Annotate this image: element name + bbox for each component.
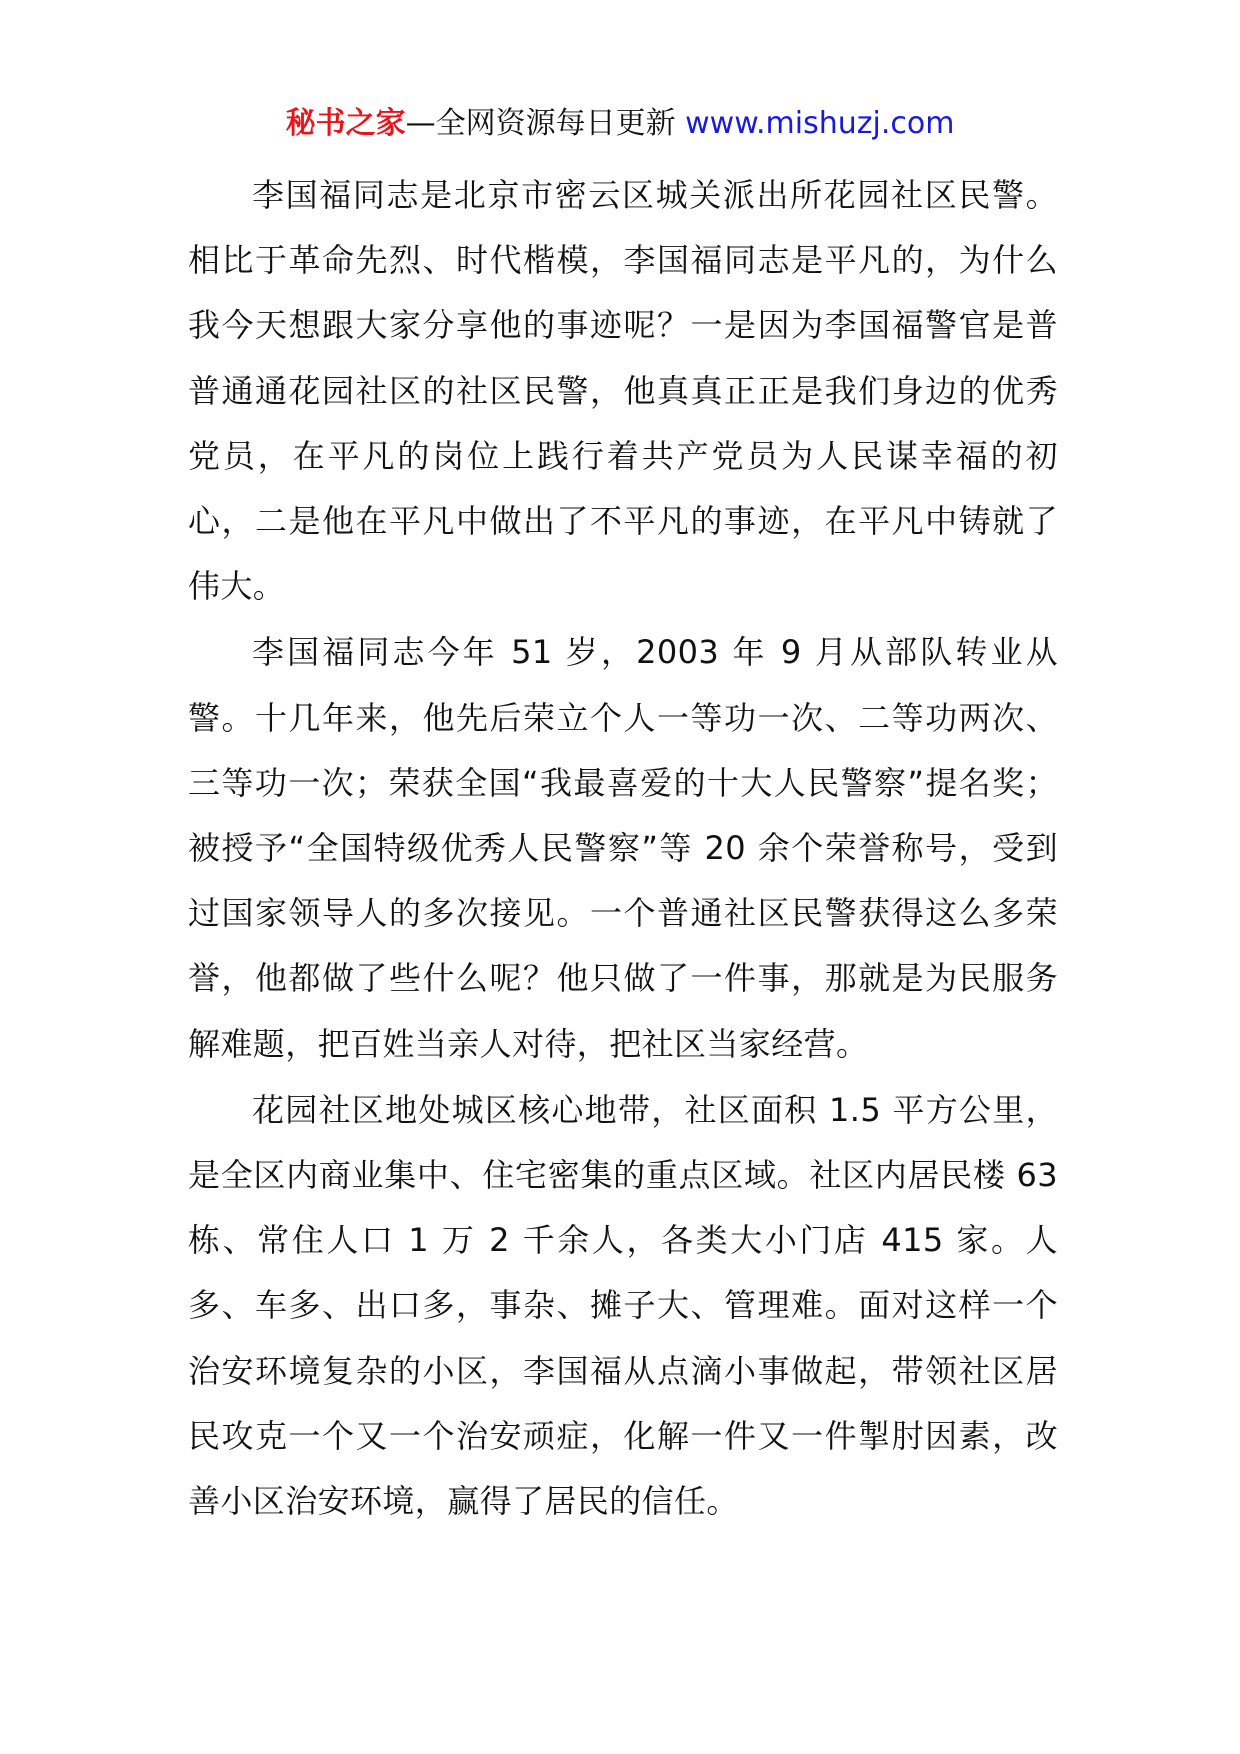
header-banner bbox=[0, 102, 1240, 146]
brand-name: 秘书之家 bbox=[285, 106, 406, 141]
paragraph-3: 花园社区地处城区核心地带，社区面积 1.5 平方公里，是全区内商业集中、住宅密集的重点区域。社区内居民楼 63 栋、常住人口 1 万 2 千余人，各类大小门店 415 家。人多、车多、出口多，事杂、摊子大、管理难。面对这样一个治安环境复杂的小区，李国福从点滴小事做起，带领社区居民攻克一个又一个治安顽症，化解一件又一件掣肘因素，改善小区治安环境，赢得了居民的信任。 bbox=[188, 1090, 1058, 1521]
paragraph-2: 李国福同志今年 51 岁，2003 年 9 月从部队转业从警。十几年来，他先后荣立个人一等功一次、二等功两次、三等功一次；荣获全国“我最喜爱的十大人民警察”提名奖；被授予“全国特级优秀人民警察”等 20 余个荣誉称号，受到过国家领导人的多次接见。一个普通社区民警获得这么多荣誉，他都做了些什么呢？他只做了一件事，那就是为民服务解难题，把百姓当亲人对待，把社区当家经营。 bbox=[188, 633, 1058, 1063]
header-tagline: —全网资源每日更新 bbox=[405, 106, 686, 141]
website-link[interactable]: www.mishuzj.com bbox=[685, 106, 955, 141]
paragraph-1: 李国福同志是北京市密云区城关派出所花园社区民警。相比于革命先烈、时代楷模，李国福同志是平凡的，为什么我今天想跟大家分享他的事迹呢？一是因为李国福警官是普普通通花园社区的社区民警，他真真正正是我们身边的优秀党员，在平凡的岗位上践行着共产党员为人民谋幸福的初心，二是他在平凡中做出了不平凡的事迹，在平凡中铸就了伟大。 bbox=[188, 176, 1058, 606]
article-body bbox=[188, 163, 1058, 1535]
